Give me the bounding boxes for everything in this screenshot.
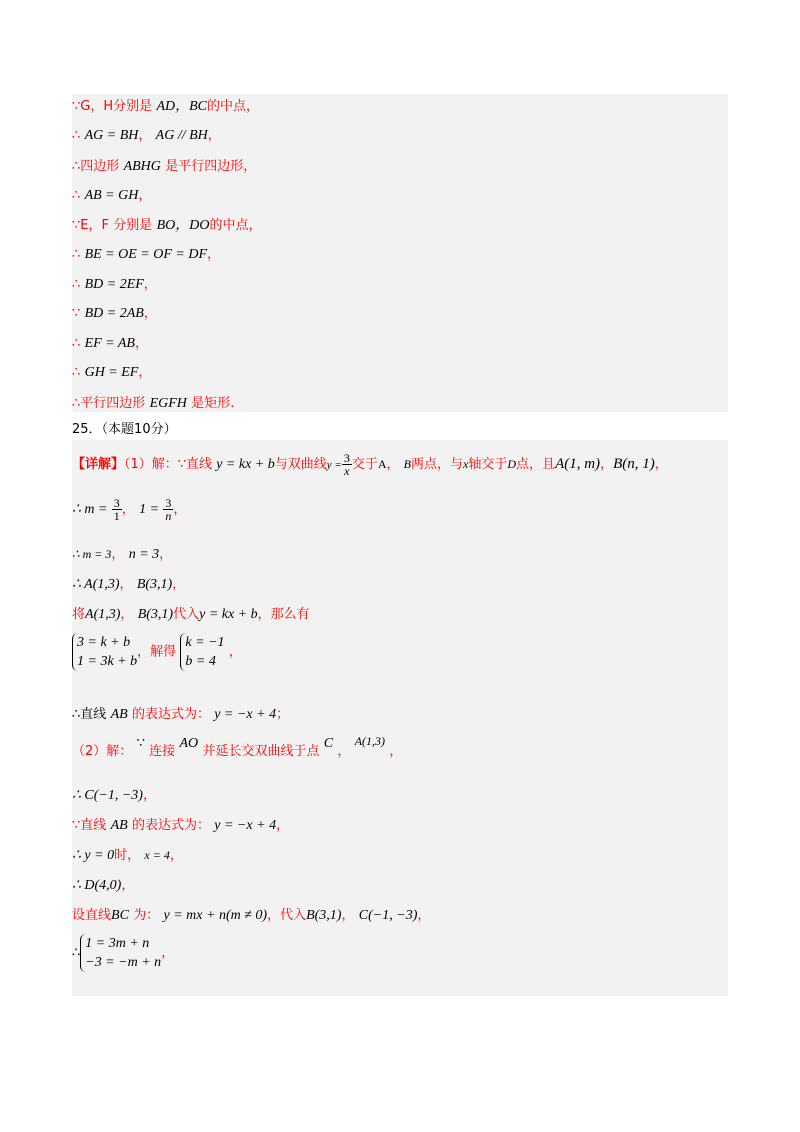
text: ， [386, 457, 400, 472]
equation: b = 4 [185, 654, 216, 669]
math: n = 3 [128, 547, 160, 562]
proof-line-3 [72, 157, 256, 176]
therefore-symbol: ∴ [72, 128, 81, 143]
equation: 3 = k + b [77, 635, 131, 650]
proof-line-9 [72, 334, 148, 353]
fraction [163, 497, 173, 522]
text: 时， [114, 848, 141, 863]
text: ， [654, 457, 668, 472]
denominator: n [165, 509, 172, 523]
equation-system [180, 633, 224, 671]
because-symbol: ∵ [72, 306, 81, 321]
text: ， [228, 644, 242, 660]
text: ， [138, 188, 152, 203]
text: 点，且 [516, 457, 556, 472]
math: x [463, 457, 469, 471]
math: EF = AB [84, 336, 135, 351]
text: ，解得 [137, 644, 177, 660]
text: 分别是 [113, 99, 153, 114]
proof-line-8 [72, 304, 157, 323]
therefore-symbol: ∴ [72, 945, 81, 961]
math: y = −x + 4 [214, 707, 277, 722]
text: 的中点， [209, 218, 262, 233]
detail-tag: 【详解】 [72, 457, 125, 472]
proof-line-6 [72, 245, 220, 264]
solution-line-5 [72, 605, 310, 624]
proof-line-10 [72, 363, 151, 382]
math: A(1,3) [85, 607, 121, 622]
text: 设直线 [72, 908, 112, 923]
text: 代入 [173, 607, 200, 622]
therefore-symbol: ∴ [72, 277, 81, 292]
text: ， [276, 818, 290, 833]
math: BE = OE = OF = DF [84, 247, 208, 262]
math: B [403, 457, 412, 471]
solution-line-14 [72, 934, 174, 972]
math: ∴ y = 0 [72, 848, 115, 863]
math: y = [326, 459, 342, 471]
text: ， [341, 908, 355, 923]
text: 的中点， [207, 99, 260, 114]
solution-line-1 [72, 452, 668, 477]
math: A(1,3) [354, 734, 386, 748]
solution-line-6 [72, 633, 242, 671]
text: 连接 [149, 744, 176, 759]
math: ∴ A(1,3) [72, 577, 120, 592]
text: 并延长交双曲线于点 [202, 744, 320, 759]
solution-line-2 [72, 497, 186, 522]
equation: −3 = −m + n [85, 955, 162, 970]
math: EGFH [149, 396, 187, 411]
therefore-symbol: ∴ [72, 247, 81, 262]
text: ， [417, 908, 431, 923]
text: ， [120, 607, 134, 622]
text: ， [138, 128, 152, 143]
solution-line-12 [72, 876, 134, 895]
solution-line-4 [72, 575, 185, 594]
text: ， [161, 945, 175, 961]
question-label: 25．（本题10分） [72, 422, 177, 437]
math: ∴ C(−1, −3) [72, 788, 143, 803]
equation: 1 = 3m + n [85, 936, 150, 951]
text: 的表达式为： [131, 818, 210, 833]
text: ∴直线 [72, 707, 107, 722]
math: ∴ m = 3 [72, 547, 112, 561]
text: ， [143, 277, 157, 292]
text: ， [142, 788, 156, 803]
proof-line-11 [72, 394, 234, 413]
math: A(1, m) [555, 456, 601, 472]
text: ， [121, 878, 135, 893]
math: y = kx + b [199, 607, 258, 622]
numerator: 3 [165, 496, 172, 510]
math: B(3,1) [136, 577, 173, 592]
math: BO，DO [156, 218, 210, 233]
math: C [323, 736, 334, 751]
text: ∵E，F [72, 218, 109, 233]
fraction [112, 497, 122, 522]
solution-line-8 [72, 734, 403, 761]
math: ∴ m = [72, 502, 108, 517]
text: ， [337, 744, 351, 759]
math: AG = BH [84, 128, 139, 143]
math: AG // BH [155, 128, 208, 143]
equation-system [80, 934, 161, 972]
math: BC [111, 908, 129, 923]
text: ， [121, 502, 135, 517]
text: ， [134, 336, 148, 351]
math: ∴ D(4,0) [72, 878, 122, 893]
math: AD，BC [156, 99, 207, 114]
math: B(n, 1) [613, 456, 655, 472]
fraction [342, 452, 352, 477]
text: ∵直线 [72, 818, 107, 833]
solution-line-3 [72, 545, 172, 564]
therefore-symbol: ∴ [72, 365, 81, 380]
text: ，代入 [267, 908, 307, 923]
math: y = kx + b [216, 457, 275, 472]
math: AO [179, 736, 199, 751]
equation: k = −1 [185, 635, 225, 650]
denominator: 1 [113, 509, 120, 523]
math: AB [110, 707, 128, 722]
text: 是平行四边形， [165, 159, 257, 174]
text: 分别是 [113, 218, 153, 233]
text: 轴交于 [468, 457, 508, 472]
text: ， [207, 247, 221, 262]
text: ， [600, 457, 614, 472]
math: C(−1, −3) [358, 908, 418, 923]
because-symbol: ∵ [136, 736, 145, 751]
text: ， [159, 547, 173, 562]
numerator: 3 [343, 451, 350, 465]
equation-system [72, 633, 137, 671]
math: AB = GH [84, 188, 139, 203]
solution-line-11 [72, 846, 183, 865]
solution-line-10 [72, 816, 289, 835]
math: x = 4 [144, 848, 170, 862]
text: 的表达式为： [131, 707, 210, 722]
text: （1）解：∵直线 [124, 457, 213, 472]
proof-line-7 [72, 275, 157, 294]
text: （2）解： [72, 744, 133, 759]
solution-line-9 [72, 786, 156, 805]
proof-line-1 [72, 97, 259, 116]
math: A [377, 457, 387, 471]
text: ， [138, 365, 152, 380]
therefore-symbol: ∴ [72, 188, 81, 203]
numerator: 3 [113, 496, 120, 510]
text: ， [111, 547, 125, 562]
math: GH = EF [84, 365, 139, 380]
text: 为： [133, 908, 160, 923]
text: 将 [72, 607, 86, 622]
text: ； [276, 707, 290, 722]
text: ， [119, 577, 133, 592]
therefore-symbol: ∴ [72, 336, 81, 351]
text: ， [173, 502, 187, 517]
solution-line-13 [72, 906, 430, 925]
solution-line-7 [72, 705, 289, 724]
text: 与双曲线 [274, 457, 327, 472]
math: BD = 2AB [84, 306, 144, 321]
text: ， [172, 577, 186, 592]
math: D [507, 457, 517, 471]
text: ，那么有 [257, 607, 310, 622]
equation: 1 = 3k + b [77, 654, 138, 669]
math: B(3,1) [306, 908, 342, 923]
text: ， [389, 744, 403, 759]
text: ， [207, 128, 221, 143]
text: 交于 [351, 457, 378, 472]
text: ， [169, 848, 183, 863]
proof-line-4 [72, 186, 151, 205]
math: AB [110, 818, 128, 833]
math: B(3,1) [137, 607, 174, 622]
text: ∴平行四边形 [72, 396, 146, 411]
math: y = −x + 4 [214, 818, 277, 833]
math: y = mx + n(m ≠ 0) [163, 908, 268, 923]
text: 两点，与 [411, 457, 464, 472]
text: 是矩形. [191, 396, 235, 411]
text: ∵G，H [72, 99, 114, 114]
text: ∴四边形 [72, 159, 120, 174]
math: 1 = [139, 502, 160, 517]
math: BD = 2EF [84, 277, 144, 292]
proof-line-2 [72, 126, 221, 145]
proof-line-5 [72, 216, 261, 235]
math: ABHG [123, 159, 161, 174]
denominator: x [344, 464, 350, 478]
text: ， [143, 306, 157, 321]
